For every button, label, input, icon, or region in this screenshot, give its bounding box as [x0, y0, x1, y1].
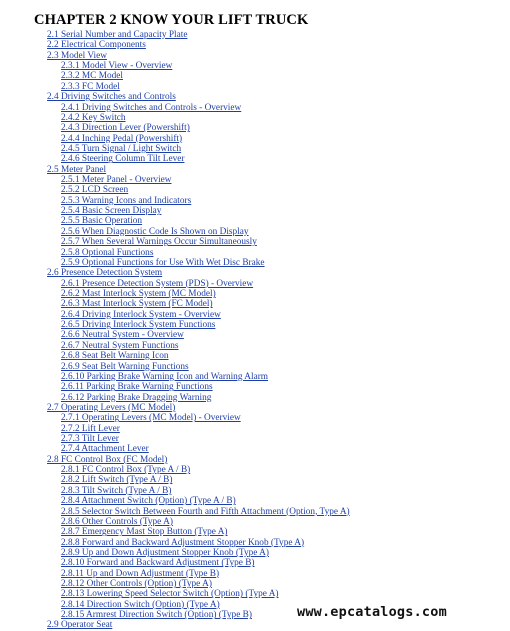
toc-subsection-item	[0, 413, 350, 423]
toc-link[interactable]: 2.8.4 Attachment Switch (Option) (Type A / B)	[61, 496, 236, 507]
toc-link[interactable]: 2.5 Meter Panel	[47, 164, 107, 175]
toc-link[interactable]: 2.8.9 Up and Down Adjustment Stopper Knob (Type A)	[61, 547, 269, 558]
toc-link[interactable]: 2.6.9 Seat Belt Warning Functions	[61, 361, 189, 372]
toc-section-item	[0, 92, 350, 102]
toc-section-item	[0, 51, 350, 61]
toc-link[interactable]: 2.4.1 Driving Switches and Controls - Overview	[61, 102, 242, 113]
toc-link[interactable]: 2.7.4 Attachment Lever	[61, 444, 149, 455]
toc-subsection-item	[0, 154, 350, 164]
toc-subsection-item	[0, 144, 350, 154]
toc-link[interactable]: 2.4 Driving Switches and Controls	[47, 92, 176, 103]
toc-link[interactable]: 2.6 Presence Detection System	[47, 268, 163, 279]
toc-subsection-item	[0, 569, 350, 579]
toc-subsection-item	[0, 227, 350, 237]
toc-link[interactable]: 2.5.2 LCD Screen	[61, 185, 129, 196]
toc-link[interactable]: 2.2 Electrical Components	[47, 40, 146, 51]
toc-subsection-item	[0, 103, 350, 113]
toc-link[interactable]: 2.8.7 Emergency Mast Stop Button (Type A)	[61, 527, 228, 538]
toc-subsection-item	[0, 341, 350, 351]
toc-link[interactable]: 2.5.3 Warning Icons and Indicators	[61, 195, 192, 206]
toc-subsection-item	[0, 465, 350, 475]
toc-subsection-item	[0, 82, 350, 92]
toc-subsection-item	[0, 517, 350, 527]
toc-link[interactable]: 2.8.13 Lowering Speed Selector Switch (Option) (Type A)	[61, 589, 279, 600]
toc-link[interactable]: 2.7.3 Tilt Lever	[61, 434, 119, 445]
toc-link[interactable]: 2.8.12 Other Controls (Option) (Type A)	[61, 579, 212, 590]
toc-subsection-item	[0, 196, 350, 206]
toc-subsection-item	[0, 486, 350, 496]
toc-link[interactable]: 2.8.14 Direction Switch (Option) (Type A)	[61, 599, 220, 610]
toc-subsection-item	[0, 258, 350, 268]
toc-link[interactable]: 2.6.1 Presence Detection System (PDS) - Overview	[61, 278, 254, 289]
toc-link[interactable]: 2.7 Operating Levers (MC Model)	[47, 402, 176, 413]
toc-subsection-item	[0, 424, 350, 434]
toc-subsection-item	[0, 206, 350, 216]
toc-section-item	[0, 165, 350, 175]
toc-subsection-item	[0, 310, 350, 320]
toc-subsection-item	[0, 175, 350, 185]
toc-subsection-item	[0, 527, 350, 537]
toc-link[interactable]: 2.5.4 Basic Screen Display	[61, 206, 162, 217]
toc-section-item	[0, 455, 350, 465]
toc-subsection-item	[0, 351, 350, 361]
toc-subsection-item	[0, 444, 350, 454]
toc-link[interactable]: 2.6.3 Mast Interlock System (FC Model)	[61, 299, 213, 310]
toc-link[interactable]: 2.3 Model View	[47, 50, 107, 61]
toc-link[interactable]: 2.5.7 When Several Warnings Occur Simultaneously	[61, 237, 257, 248]
watermark: www.epcatalogs.com	[297, 604, 447, 620]
toc-subsection-item	[0, 71, 350, 81]
toc-section-item	[0, 620, 350, 630]
toc-link[interactable]: 2.6.7 Neutral System Functions	[61, 340, 179, 351]
toc-link[interactable]: 2.8 FC Control Box (FC Model)	[47, 454, 168, 465]
toc-link[interactable]: 2.8.8 Forward and Backward Adjustment Stopper Knob (Type A)	[61, 537, 305, 548]
toc-subsection-item	[0, 393, 350, 403]
toc-link[interactable]: 2.8.11 Up and Down Adjustment (Type B)	[61, 568, 220, 579]
toc-link[interactable]: 2.8.2 Lift Switch (Type A / B)	[61, 475, 173, 486]
toc-section-item	[0, 268, 350, 278]
table-of-contents	[0, 30, 350, 631]
toc-link[interactable]: 2.5.1 Meter Panel - Overview	[61, 175, 172, 186]
toc-subsection-item	[0, 362, 350, 372]
toc-link[interactable]: 2.6.6 Neutral System - Overview	[61, 330, 184, 341]
toc-section-item	[0, 30, 350, 40]
toc-subsection-item	[0, 113, 350, 123]
toc-link[interactable]: 2.8.3 Tilt Switch (Type A / B)	[61, 485, 172, 496]
toc-subsection-item	[0, 185, 350, 195]
toc-subsection-item	[0, 61, 350, 71]
toc-link[interactable]: 2.4.4 Inching Pedal (Powershift)	[61, 133, 183, 144]
toc-subsection-item	[0, 216, 350, 226]
toc-link[interactable]: 2.6.8 Seat Belt Warning Icon	[61, 351, 169, 362]
toc-subsection-item	[0, 248, 350, 258]
toc-link[interactable]: 2.8.6 Other Controls (Type A)	[61, 516, 173, 527]
toc-link[interactable]: 2.8.15 Armrest Direction Switch (Option) (Type B)	[61, 610, 252, 621]
toc-link[interactable]: 2.5.5 Basic Operation	[61, 216, 143, 227]
toc-subsection-item	[0, 475, 350, 485]
toc-link[interactable]: 2.5.6 When Diagnostic Code Is Shown on Display	[61, 226, 249, 237]
toc-subsection-item	[0, 538, 350, 548]
toc-link[interactable]: 2.6.10 Parking Brake Warning Icon and Warning Alarm	[61, 371, 269, 382]
toc-link[interactable]: 2.6.5 Driving Interlock System Functions	[61, 320, 216, 331]
toc-link[interactable]: 2.7.1 Operating Levers (MC Model) - Overview	[61, 413, 241, 424]
toc-link[interactable]: 2.4.6 Steering Column Tilt Lever	[61, 154, 185, 165]
toc-subsection-item	[0, 123, 350, 133]
toc-link[interactable]: 2.9 Operator Seat	[47, 620, 113, 631]
toc-link[interactable]: 2.6.11 Parking Brake Warning Functions	[61, 382, 213, 393]
toc-subsection-item	[0, 579, 350, 589]
toc-subsection-item	[0, 134, 350, 144]
toc-subsection-item	[0, 279, 350, 289]
toc-link[interactable]: 2.5.9 Optional Functions for Use With Wet Disc Brake	[61, 257, 265, 268]
toc-subsection-item	[0, 558, 350, 568]
toc-link[interactable]: 2.4.5 Turn Signal / Light Switch	[61, 143, 182, 154]
toc-link[interactable]: 2.5.8 Optional Functions	[61, 247, 154, 258]
toc-link[interactable]: 2.3.1 Model View - Overview	[61, 61, 173, 72]
toc-subsection-item	[0, 434, 350, 444]
toc-link[interactable]: 2.4.2 Key Switch	[61, 112, 126, 123]
toc-section-item	[0, 403, 350, 413]
toc-subsection-item	[0, 507, 350, 517]
chapter-title: CHAPTER 2 KNOW YOUR LIFT TRUCK	[34, 12, 309, 28]
toc-link[interactable]: 2.6.4 Driving Interlock System - Overview	[61, 309, 221, 320]
toc-link[interactable]: 2.3.2 MC Model	[61, 71, 123, 82]
toc-subsection-item	[0, 548, 350, 558]
toc-link[interactable]: 2.4.3 Direction Lever (Powershift)	[61, 123, 190, 134]
toc-link[interactable]: 2.6.2 Mast Interlock System (MC Model)	[61, 288, 216, 299]
toc-subsection-item	[0, 237, 350, 247]
toc-link[interactable]: 2.8.10 Forward and Backward Adjustment (Type B)	[61, 558, 255, 569]
toc-subsection-item	[0, 372, 350, 382]
toc-link[interactable]: 2.7.2 Lift Lever	[61, 423, 120, 434]
toc-link[interactable]: 2.3.3 FC Model	[61, 81, 120, 92]
toc-link[interactable]: 2.8.5 Selector Switch Between Fourth and Fifth Attachment (Option, Type A)	[61, 506, 350, 517]
toc-link[interactable]: 2.8.1 FC Control Box (Type A / B)	[61, 465, 191, 476]
toc-section-item	[0, 40, 350, 50]
toc-link[interactable]: 2.1 Serial Number and Capacity Plate	[47, 30, 188, 40]
toc-subsection-item	[0, 496, 350, 506]
toc-subsection-item	[0, 330, 350, 340]
toc-subsection-item	[0, 589, 350, 599]
toc-subsection-item	[0, 382, 350, 392]
toc-subsection-item	[0, 289, 350, 299]
toc-subsection-item	[0, 299, 350, 309]
toc-link[interactable]: 2.6.12 Parking Brake Dragging Warning	[61, 392, 212, 403]
toc-subsection-item	[0, 320, 350, 330]
